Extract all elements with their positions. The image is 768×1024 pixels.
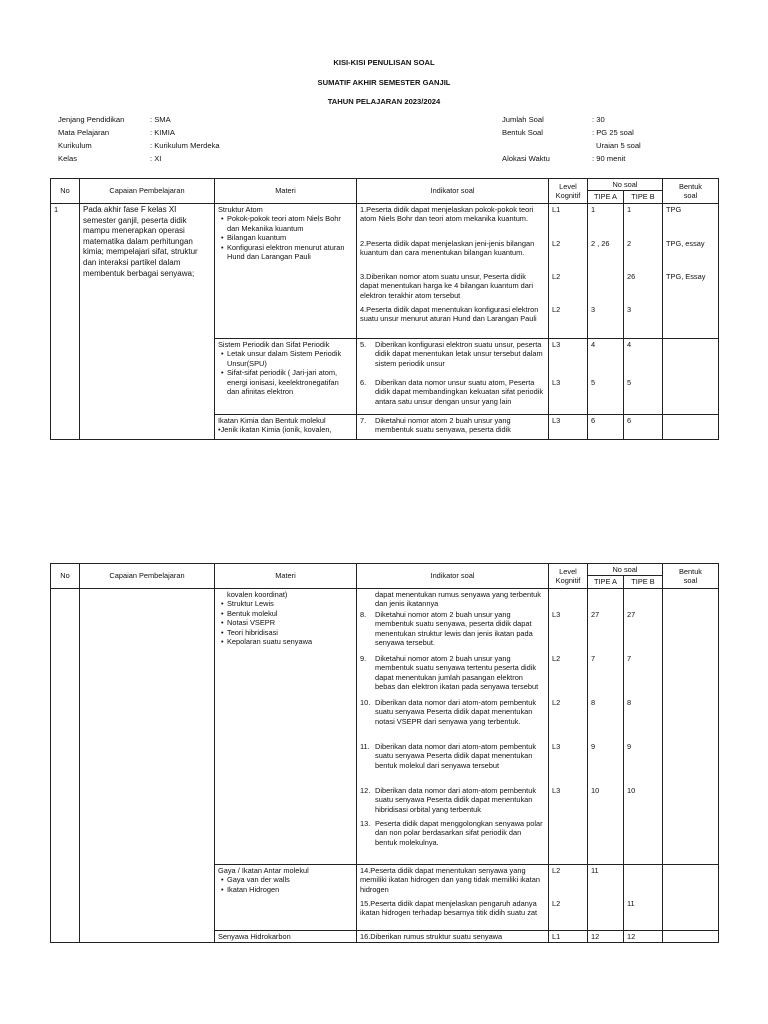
level-value: L3 [552, 609, 561, 619]
bentuk-cell [663, 930, 719, 942]
info-label-kelas: Kelas [58, 154, 77, 163]
info-value-mapel: : KIMIA [150, 128, 175, 137]
row-number [51, 588, 80, 942]
indikator-cell [357, 338, 549, 414]
info-label-bentuk: Bentuk Soal [502, 128, 543, 137]
level-value: L3 [549, 414, 588, 439]
indikator-8: 8. Diketahui nomor atom 2 buah unsur yang membentuk suatu senyawa, peserta didik dapat menentukan struktur lewis dan jenis ikatan pada senyawa tersebut. [360, 609, 533, 648]
tipe-a-value: 8 [591, 697, 596, 707]
list-item: • Letak unsur dalam Sistem Periodik Unsur(SPU) [218, 349, 353, 368]
list-item: • Bilangan kuantum [218, 233, 353, 242]
info-value-bentuk: : PG 25 soal [592, 128, 634, 137]
indikator-cell [357, 864, 549, 930]
materi-title: Gaya / Ikatan Antar molekul [218, 865, 309, 875]
level-value: L1 [549, 930, 588, 942]
tipe-a-cell [588, 203, 624, 338]
tipe-b-value: 11 [627, 898, 635, 908]
list-item: • Sifat-sifat periodik ( Jari-jari atom, energi ionisasi, keelektronegatifan dan afinitas elektron [218, 368, 353, 396]
level-value: L3 [552, 377, 561, 387]
info-label-jenjang: Jenjang Pendidikan [58, 115, 125, 124]
list-item: • Pokok-pokok teori atom Niels Bohr dan Mekanika kuantum [218, 214, 353, 233]
tipe-b-value [627, 866, 659, 899]
tipe-b-cell [624, 338, 663, 414]
info-value-kelas: : XI [150, 154, 162, 163]
table-row [51, 203, 719, 338]
list-item: • Ikatan Hidrogen [218, 885, 353, 894]
level-cell [549, 588, 588, 864]
tipe-a-value: 12 [588, 930, 624, 942]
bentuk-cell [663, 588, 719, 864]
tipe-b-cell [624, 203, 663, 338]
tipe-a-value: 1 [591, 204, 596, 214]
info-value-alokasi: : 90 menit [592, 154, 626, 163]
row-number: 1 [51, 203, 80, 439]
tipe-a-value: 3 [591, 304, 596, 314]
materi-struktur-atom [215, 203, 357, 338]
level-value: L3 [552, 339, 561, 349]
indikator-13: 13. Peserta didik dapat menggolongkan senyawa polar dan non polar berdasarkan sifat periodik dan bentuk molekulnya. [360, 818, 543, 847]
indikator-12: 12. Diberikan data nomor dari atom-atom pembentuk suatu senyawa Peserta didik dapat menentukan hibridisasi orbital yang terbentuk [360, 785, 537, 814]
col-header-indikator: Indikator soal [357, 179, 549, 204]
info-label-alokasi: Alokasi Waktu [502, 154, 550, 163]
tipe-a-cell [588, 864, 624, 930]
level-value: L2 [552, 271, 561, 281]
doc-title-line1: KISI-KISI PENULISAN SOAL [333, 58, 435, 67]
tipe-b-value: 10 [627, 785, 636, 795]
materi-title: Senyawa Hidrokarbon [218, 931, 291, 941]
bentuk-cell [663, 864, 719, 930]
list-item: •Jenik ikatan Kimia (ionik, kovalen, [218, 425, 332, 435]
col-header-bentuk: Bentuk soal [663, 179, 719, 204]
col-header-no: No [51, 564, 80, 589]
tipe-b-value: 9 [627, 741, 632, 751]
level-value: L2 [552, 304, 561, 314]
col-header-level: Level Kognitif [549, 179, 588, 204]
kisi-table-page2 [50, 563, 719, 943]
col-header-no: No [51, 179, 80, 204]
indikator-cell [357, 203, 549, 338]
tipe-a-value: 6 [588, 414, 624, 439]
info-value-jenjang: : SMA [150, 115, 171, 124]
tipe-a-value: 2 , 26 [591, 238, 610, 248]
tipe-a-value: 9 [591, 741, 596, 751]
tipe-a-value: 10 [591, 785, 600, 795]
indikator-4: 4.Peserta didik dapat menentukan konfigurasi elektron suatu unsur menurut aturan Hund dan Larangan Pauli [360, 304, 539, 324]
tipe-a-value [591, 272, 620, 305]
level-value: L1 [552, 204, 561, 214]
indikator-cell [357, 588, 549, 864]
info-label-jumlah: Jumlah Soal [502, 115, 544, 124]
level-value: L2 [552, 865, 561, 875]
tipe-a-value: 27 [591, 609, 600, 619]
tipe-a-cell [588, 588, 624, 864]
bentuk-cell [663, 338, 719, 414]
kisi-table-page1 [50, 178, 719, 440]
col-header-tipe-a: TIPE A [588, 191, 624, 203]
bentuk-value: TPG, essay [666, 238, 705, 248]
col-header-materi: Materi [215, 564, 357, 589]
indikator-2: 2.Peserta didik dapat menjelaskan jeni-jenis bilangan kuantum dan cara menentukan bilangan kuantum. [360, 238, 535, 258]
bentuk-cell [663, 203, 719, 338]
level-value: L3 [552, 741, 561, 751]
list-item: • Gaya van der walls [218, 875, 353, 884]
materi-gaya-antar-molekul [215, 864, 357, 930]
materi-title: Sistem Periodik dan Sifat Periodik [218, 339, 330, 349]
bentuk-cell [663, 414, 719, 439]
level-cell [549, 203, 588, 338]
list-item: • Bentuk molekul [218, 609, 353, 618]
col-header-capaian: Capaian Pembelajaran [80, 179, 215, 204]
bentuk-value: TPG [666, 204, 682, 214]
tipe-a-value: 4 [591, 339, 596, 349]
tipe-b-value: 12 [624, 930, 663, 942]
tipe-b-value: 6 [624, 414, 663, 439]
tipe-a-cell [588, 338, 624, 414]
tipe-b-value: 26 [627, 271, 636, 281]
level-value: L2 [552, 653, 561, 663]
col-header-nosoal: No soal [588, 564, 663, 576]
tipe-a-value: 7 [591, 653, 596, 663]
tipe-b-value: 2 [627, 238, 632, 248]
tipe-b-value: 4 [627, 339, 632, 349]
indikator-14: 14.Peserta didik dapat menentukan senyawa yang memiliki ikatan hidrogen dan yang tidak memiliki ikatan hidrogen [360, 865, 540, 894]
info-value-jumlah: : 30 [592, 115, 605, 124]
indikator-7: 7. Diketahui nomor atom 2 buah unsur yang membentuk suatu senyawa, peserta didik [360, 415, 511, 435]
info-value-kurikulum: : Kurikulum Merdeka [150, 141, 220, 150]
materi-title: Ikatan Kimia dan Bentuk molekul [218, 415, 326, 425]
list-item: • Kepolaran suatu senyawa [218, 637, 353, 646]
info-value-uraian: Uraian 5 soal [596, 141, 641, 150]
level-value: L3 [552, 785, 561, 795]
indikator-6: 6. Diberikan data nomor unsur suatu atom, Peserta didik dapat membandingkan kekuatan sifat periodik antara satu unsur dengan unsur yang lain [360, 377, 544, 406]
indikator-cell [357, 414, 549, 439]
indikator-11: 11. Diberikan data nomor dari atom-atom pembentuk suatu senyawa Peserta didik dapat menentukan bentuk molekul dari senyawa tersebut [360, 741, 537, 770]
bentuk-value: TPG, Essay [666, 271, 706, 281]
tipe-b-value: 3 [627, 304, 632, 314]
tipe-a-value: 11 [591, 865, 599, 875]
materi-ikatan-lanjutan [215, 588, 357, 864]
indikator-15: 15.Peserta didik dapat menjelaskan pengaruh adanya ikatan hidrogen terhadap besarnya titik didih suatu zat [360, 898, 538, 918]
materi-sistem-periodik [215, 338, 357, 414]
col-header-indikator: Indikator soal [357, 564, 549, 589]
list-item: • Konfigurasi elektron menurut aturan Hund dan Larangan Pauli [218, 243, 353, 262]
col-header-capaian: Capaian Pembelajaran [80, 564, 215, 589]
list-item: • Teori hibridisasi [218, 628, 353, 637]
list-item: • Struktur Lewis [218, 599, 353, 608]
tipe-b-cell [624, 864, 663, 930]
col-header-materi: Materi [215, 179, 357, 204]
materi-title: Struktur Atom [218, 204, 263, 214]
materi-ikatan-kimia [215, 414, 357, 439]
tipe-b-value: 8 [627, 697, 632, 707]
table-row [51, 588, 719, 864]
list-item: • Notasi VSEPR [218, 618, 353, 627]
doc-title-line3: TAHUN PELAJARAN 2023/2024 [327, 97, 441, 106]
col-header-bentuk: Bentuk soal [663, 564, 719, 589]
indikator-3: 3.Diberikan nomor atom suatu unsur, Peserta didik dapat menentukan harga ke 4 bilangan kuantum dari elektron terakhir atom tersebut [360, 271, 533, 300]
level-cell [549, 338, 588, 414]
info-label-kurikulum: Kurikulum [58, 141, 92, 150]
tipe-b-cell [624, 588, 663, 864]
indikator-1: 1.Peserta didik dapat menjelaskan pokok-pokok teori atom Niels Bohr dan teori atom mekanika kuantum. [360, 204, 534, 224]
capaian-text [80, 588, 215, 942]
col-header-tipe-a: TIPE A [588, 576, 624, 588]
tipe-b-value: 5 [627, 377, 632, 387]
col-header-level: Level Kognitif [549, 564, 588, 589]
level-value: L2 [552, 697, 561, 707]
col-header-tipe-b: TIPE B [624, 576, 663, 588]
doc-title-line2: SUMATIF AKHIR SEMESTER GANJIL [317, 78, 451, 87]
level-value: L2 [552, 898, 561, 908]
info-label-mapel: Mata Pelajaran [58, 128, 110, 137]
tipe-b-value: 7 [627, 653, 632, 663]
capaian-text: Pada akhir fase F kelas XI semester ganjil, peserta didik mampu menerapkan operasi matematika dalam perhitungan kimia; mempelajari sifat, struktur dan interaksi partikel dalam membentuk berbagai senyawa; [80, 203, 215, 439]
materi-continued: kovalen koordinat) [227, 589, 288, 599]
level-cell [549, 864, 588, 930]
materi-hidrokarbon [215, 930, 357, 942]
indikator-7-lanjutan: dapat menentukan rumus senyawa yang terbentuk dan jenis ikatannya [375, 589, 541, 609]
indikator-10: 10. Diberikan data nomor dari atom-atom pembentuk suatu senyawa Peserta didik dapat menentukan notasi VSEPR dari senyawa yang terbentuk. [360, 697, 537, 726]
col-header-tipe-b: TIPE B [624, 191, 663, 203]
col-header-nosoal: No soal [588, 179, 663, 191]
indikator-9: 9. Diketahui nomor atom 2 buah unsur yang membentuk suatu senyawa tertentu peserta didik dapat menentukan jumlah pasangan elektron bebas dan elektron ikatan pada senyawa tersebut [360, 653, 539, 692]
tipe-b-value: 1 [627, 204, 632, 214]
level-value: L2 [552, 238, 561, 248]
tipe-b-value: 27 [627, 609, 636, 619]
indikator-5: 5. Diberikan konfigurasi elektron suatu unsur, peserta didik dapat menentukan letak unsur tersebut dalam sistem periodik unsur [360, 339, 543, 368]
indikator-16: 16.Diberikan rumus struktur suatu senyawa [357, 930, 549, 942]
tipe-a-value: 5 [591, 377, 596, 387]
